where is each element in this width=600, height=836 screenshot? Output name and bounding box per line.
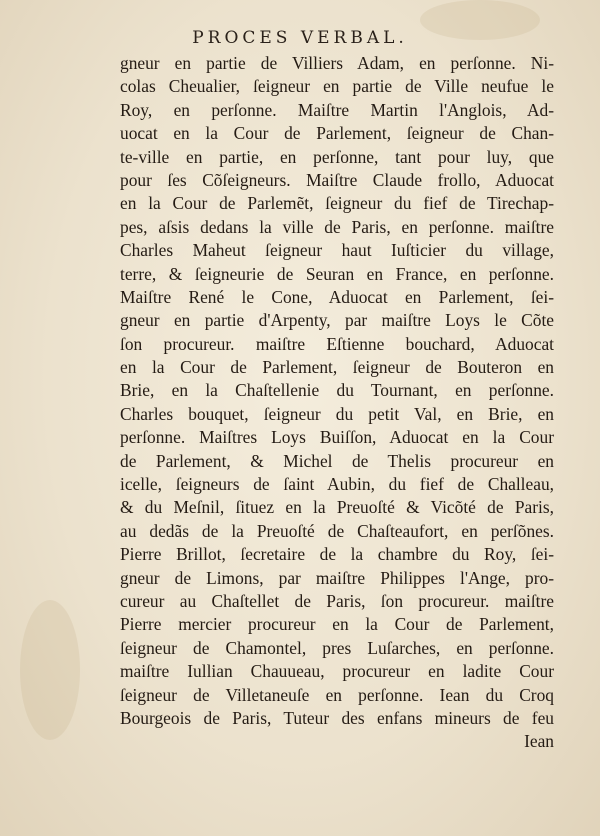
text-line: au dedãs de la Preuoſté de Chaſteaufort, en perſõnes. (120, 520, 554, 541)
text-line: pour ſes Cõſeigneurs. Maiſtre Claude frollo, Aduocat (120, 169, 554, 190)
text-line: pes, aſsis dedans la ville de Paris, en perſonne. maiſtre (120, 216, 554, 237)
text-line: perſonne. Maiſtres Loys Buiſſon, Aduocat en la Cour (120, 427, 554, 448)
text-line: & du Meſnil, ſituez en la Preuoſté & Vicõté de Paris, (120, 497, 554, 518)
text-line: en la Cour de Parlement, ſeigneur de Bouteron en (120, 357, 554, 378)
text-line: icelle, ſeigneurs de ſaint Aubin, du fief de Challeau, (120, 474, 554, 495)
catchword: Iean (524, 731, 554, 752)
text-line: de Parlement, & Michel de Thelis procureur en (120, 450, 554, 471)
text-line: terre, & ſeigneurie de Seuran en France, en perſonne. (120, 263, 554, 284)
text-line: ſeigneur de Villetaneuſe en perſonne. Iean du Croq (120, 684, 554, 705)
text-line: Bourgeois de Paris, Tuteur des enfans mineurs de feu (120, 707, 554, 728)
text-line: gneur en partie de Villiers Adam, en perſonne. Ni- (120, 53, 554, 73)
text-line: en la Cour de Parlemẽt, ſeigneur du fief de Tirechap- (120, 193, 554, 214)
text-line: Brie, en la Chaſtellenie du Tournant, en perſonne. (120, 380, 554, 401)
running-head: PROCES VERBAL. (192, 28, 408, 48)
text-line: Charles Maheut ſeigneur haut Iuſticier du village, (120, 240, 554, 261)
text-line: cureur au Chaſtellet de Paris, ſon procureur. maiſtre (120, 590, 554, 611)
text-line: colas Cheualier, ſeigneur en partie de Ville neufue le (120, 76, 554, 97)
text-line: uocat en la Cour de Parlement, ſeigneur de Chan- (120, 123, 554, 144)
text-line: gneur de Limons, par maiſtre Philippes l'Ange, pro- (120, 567, 554, 588)
text-line: Pierre mercier procureur en la Cour de Parlement, (120, 614, 554, 635)
text-line: Charles bouquet, ſeigneur du petit Val, en Brie, en (120, 403, 554, 424)
text-line: Pierre Brillot, ſecretaire de la chambre du Roy, ſei- (120, 544, 554, 565)
body-text (120, 52, 554, 754)
text-line: Roy, en perſonne. Maiſtre Martin l'Anglois, Ad- (120, 99, 554, 120)
paper-stain (20, 600, 80, 740)
text-line: Maiſtre René le Cone, Aduocat en Parlement, ſei- (120, 286, 554, 307)
text-line: gneur en partie d'Arpenty, par maiſtre Loys le Cõte (120, 310, 554, 331)
text-line: maiſtre Iullian Chauueau, procureur en ladite Cour (120, 661, 554, 682)
text-line: ſeigneur de Chamontel, pres Luſarches, en perſonne. (120, 637, 554, 658)
text-line: te-ville en partie, en perſonne, tant pour luy, que (120, 146, 554, 167)
text-line: ſon procureur. maiſtre Eſtienne bouchard, Aduocat (120, 333, 554, 354)
